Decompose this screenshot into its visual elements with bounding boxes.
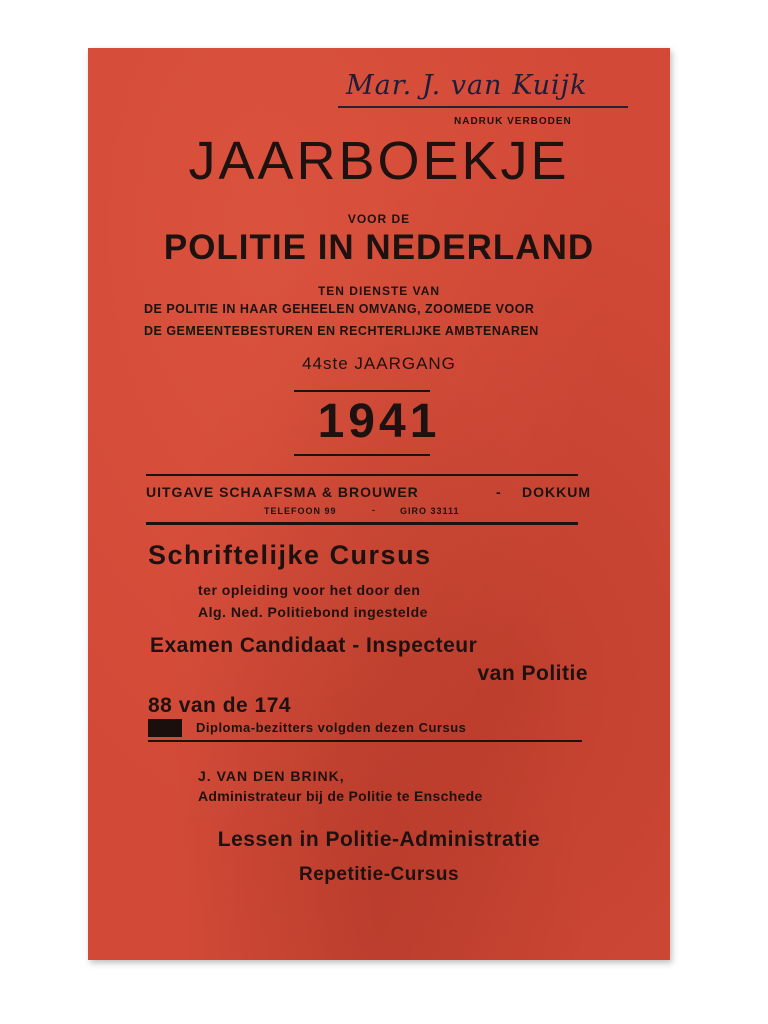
administrator-role: Administrateur bij de Politie te Enschede <box>198 788 483 804</box>
year-rule-top <box>294 390 430 392</box>
course-line-2: Alg. Ned. Politiebond ingestelde <box>198 604 428 620</box>
publisher-city: DOKKUM <box>522 484 591 500</box>
telefoon: TELEFOON 99 <box>264 506 337 516</box>
lessons-line: Lessen in Politie-Administratie <box>217 828 541 851</box>
publisher-rule-bottom <box>146 522 578 525</box>
publisher: UITGAVE SCHAAFSMA & BROUWER <box>146 484 419 500</box>
giro: GIRO 33111 <box>400 506 460 516</box>
description-line-2: DE GEMEENTEBESTUREN EN RECHTERLIJKE AMBTENAREN <box>144 324 539 338</box>
year-rule-bottom <box>294 454 430 456</box>
course-heading: Schriftelijke Cursus <box>148 540 432 570</box>
cover-subtitle: POLITIE IN NEDERLAND <box>163 228 595 267</box>
diploma-line: Diploma-bezitters volgden dezen Cursus <box>196 720 467 735</box>
signature-underline <box>338 106 628 108</box>
diploma-rule <box>148 740 582 742</box>
repetitie-line: Repetitie-Cursus <box>298 864 460 885</box>
nadruk-verboden: NADRUK VERBODEN <box>454 116 572 127</box>
contact-separator: - <box>372 505 375 515</box>
voor-de: VOOR DE <box>347 212 411 226</box>
cover-title: JAARBOEKJE <box>188 131 570 191</box>
black-marker <box>148 719 182 737</box>
administrator-name: J. VAN DEN BRINK, <box>198 768 345 784</box>
jaargang: 44ste JAARGANG <box>302 354 456 373</box>
description-line-1: DE POLITIE IN HAAR GEHEELEN OMVANG, ZOOMEDE VOOR <box>144 302 535 316</box>
ten-dienste-van: TEN DIENSTE VAN <box>317 284 441 298</box>
booklet-cover <box>88 48 670 960</box>
publisher-separator: - <box>496 484 501 500</box>
owner-signature: Mar. J. van Kuijk <box>346 70 588 101</box>
year: 1941 <box>317 395 441 448</box>
pass-count: 88 van de 174 <box>148 694 292 717</box>
publisher-rule-top <box>146 474 578 476</box>
exam-line-1: Examen Candidaat - Inspecteur <box>150 634 478 657</box>
course-line-1: ter opleiding voor het door den <box>198 582 421 598</box>
exam-line-2: van Politie <box>477 662 588 685</box>
